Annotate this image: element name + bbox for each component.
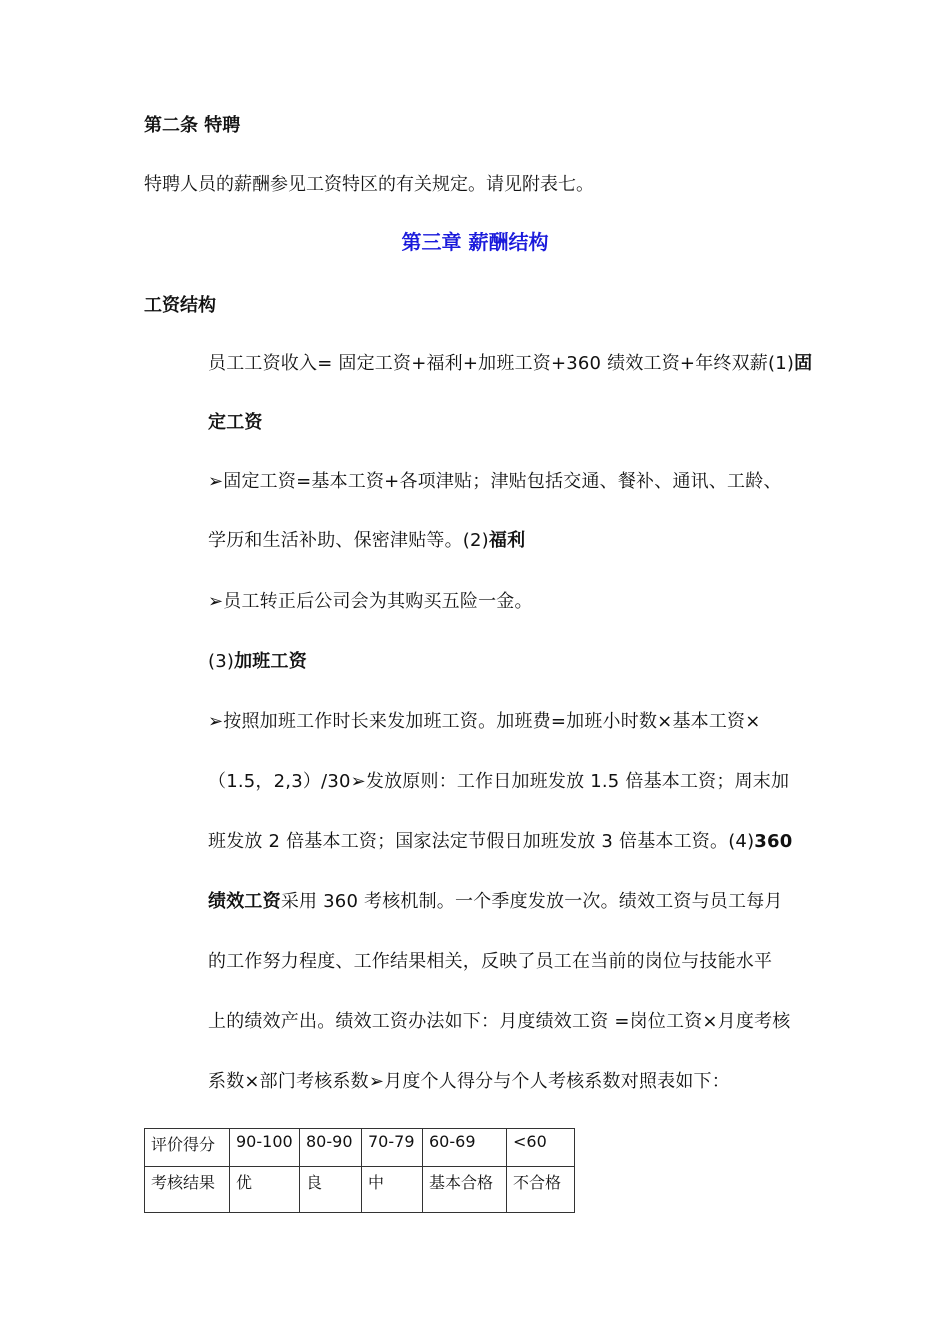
- body-line-7: ➢按照加班工作时长来发加班工资。加班费=加班小时数×基本工资×: [208, 711, 761, 732]
- body-line-1: [208, 352, 812, 376]
- table-cell: 优: [230, 1167, 300, 1213]
- body-line-6: [208, 650, 307, 674]
- body-line-3: ➢固定工资=基本工资+各项津贴；津贴包括交通、餐补、通讯、工龄、: [208, 471, 782, 492]
- body-line-11: 的工作努力程度、工作结果相关，反映了员工在当前的岗位与技能水平: [208, 951, 773, 972]
- performance-heading: 绩效工资: [208, 891, 281, 912]
- body-line-4: [208, 529, 525, 553]
- table-cell: 良: [300, 1167, 362, 1213]
- table-cell: 中: [362, 1167, 423, 1213]
- overtime-number: (3): [208, 651, 235, 672]
- section-title: 工资结构: [144, 295, 216, 316]
- performance-text: 采用 360 考核机制。一个季度发放一次。绩效工资与员工每月: [280, 891, 783, 912]
- article-text: 特聘人员的薪酬参见工资特区的有关规定。请见附表七。: [144, 174, 594, 195]
- table-cell: 基本合格: [423, 1167, 507, 1213]
- welfare-heading: 福利: [488, 530, 526, 551]
- overtime-rules-text: 班发放 2 倍基本工资；国家法定节假日加班发放 3 倍基本工资。(4): [208, 831, 755, 852]
- body-line-12: 上的绩效产出。绩效工资办法如下：月度绩效工资 =岗位工资×月度考核: [208, 1011, 791, 1032]
- article-title: 第二条 特聘: [144, 115, 241, 136]
- table-cell: 评价得分: [145, 1129, 230, 1167]
- fixed-salary-heading: 定工资: [208, 412, 263, 433]
- table-row: [145, 1167, 575, 1213]
- formula-text: 员工工资收入= 固定工资+福利+加班工资+360 绩效工资+年终双薪(1): [208, 353, 795, 374]
- overtime-heading: 加班工资: [234, 651, 307, 672]
- table-cell: 90-100: [230, 1129, 300, 1167]
- body-line-8: （1.5，2,3）/30➢发放原则：工作日加班发放 1.5 倍基本工资；周末加: [208, 771, 790, 792]
- body-line-9: [208, 830, 792, 854]
- body-line-13: 系数×部门考核系数➢月度个人得分与个人考核系数对照表如下：: [208, 1071, 730, 1092]
- body-line-5: ➢员工转正后公司会为其购买五险一金。: [208, 591, 533, 612]
- performance-heading-start: 360: [754, 831, 793, 852]
- table-cell: 70-79: [362, 1129, 423, 1167]
- table-cell: 60-69: [423, 1129, 507, 1167]
- body-line-10: [208, 890, 783, 914]
- allowance-text: 学历和生活补助、保密津贴等。(2): [208, 530, 489, 551]
- table-cell: <60: [507, 1129, 575, 1167]
- table-cell: 80-90: [300, 1129, 362, 1167]
- table-cell: 不合格: [507, 1167, 575, 1213]
- chapter-title: 第三章 薪酬结构: [401, 230, 549, 254]
- fixed-salary-heading-start: 固: [794, 353, 813, 374]
- score-table: [144, 1128, 575, 1213]
- table-row: [145, 1129, 575, 1167]
- table-cell: 考核结果: [145, 1167, 230, 1213]
